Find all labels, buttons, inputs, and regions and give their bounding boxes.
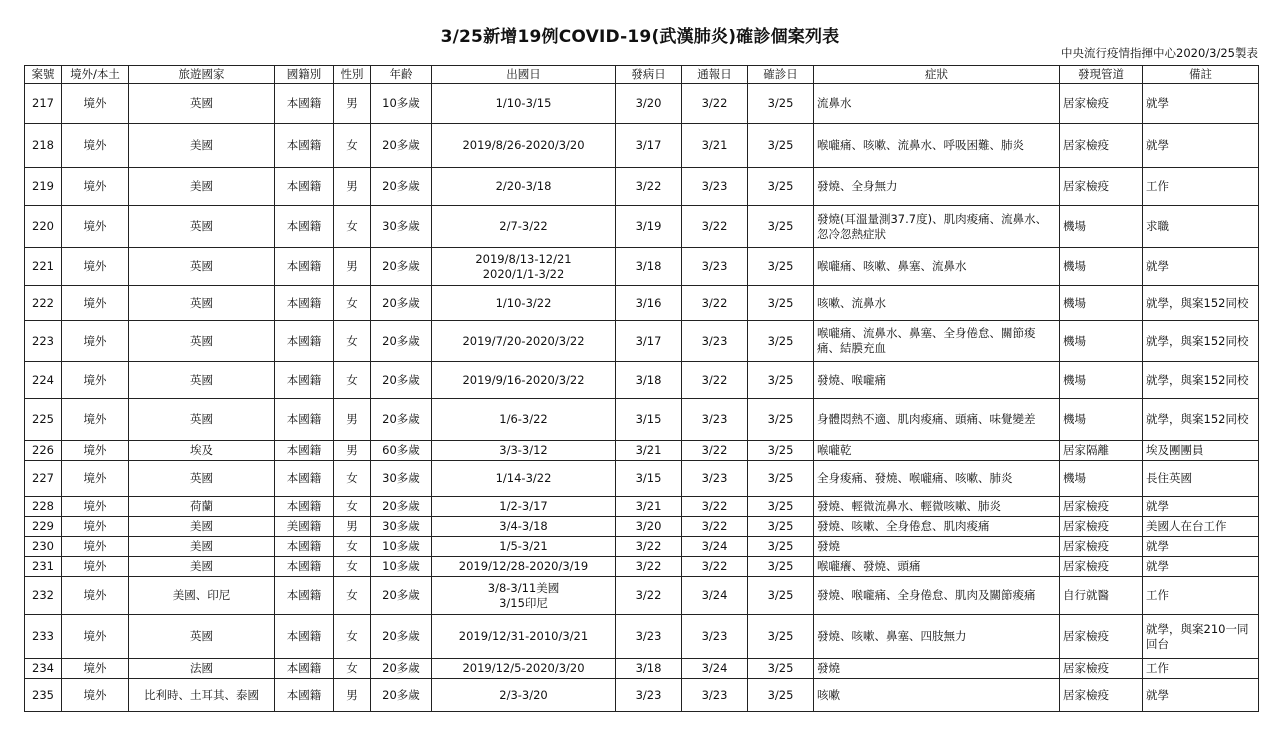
table-row	[25, 679, 1259, 712]
cell-travel-countries: 美國	[129, 537, 275, 557]
cell-import-status: 境外	[62, 679, 129, 712]
cell-detection-channel: 居家檢疫	[1060, 497, 1143, 517]
cell-symptoms: 全身痠痛、發燒、喉嚨痛、咳嗽、肺炎	[814, 461, 1060, 497]
cell-sex: 女	[334, 659, 371, 679]
table-row	[25, 441, 1259, 461]
cell-case-number: 226	[25, 441, 62, 461]
cell-detection-channel: 機場	[1060, 206, 1143, 248]
cell-confirm-date: 3/25	[748, 362, 814, 399]
cell-case-number: 235	[25, 679, 62, 712]
cell-sex: 女	[334, 321, 371, 362]
cell-onset-date: 3/23	[616, 615, 682, 659]
cell-nationality: 本國籍	[275, 321, 334, 362]
table-row	[25, 659, 1259, 679]
cell-report-date: 3/22	[682, 206, 748, 248]
cell-sex: 女	[334, 497, 371, 517]
cell-case-number: 223	[25, 321, 62, 362]
cell-onset-date: 3/22	[616, 168, 682, 206]
cell-departure-dates: 2019/8/26-2020/3/20	[432, 124, 616, 168]
cell-sex: 女	[334, 362, 371, 399]
cell-onset-date: 3/22	[616, 577, 682, 615]
cell-remarks: 就學	[1143, 84, 1259, 124]
cell-departure-dates: 3/3-3/12	[432, 441, 616, 461]
cell-remarks: 就學，與案210一同 回台	[1143, 615, 1259, 659]
cell-import-status: 境外	[62, 497, 129, 517]
cell-travel-countries: 英國	[129, 206, 275, 248]
cell-detection-channel: 自行就醫	[1060, 577, 1143, 615]
cell-sex: 男	[334, 248, 371, 286]
header-confirm-date: 確診日	[748, 66, 814, 84]
cell-travel-countries: 美國	[129, 124, 275, 168]
cell-detection-channel: 居家檢疫	[1060, 168, 1143, 206]
cell-confirm-date: 3/25	[748, 399, 814, 441]
cell-nationality: 本國籍	[275, 615, 334, 659]
cell-onset-date: 3/21	[616, 497, 682, 517]
cell-nationality: 本國籍	[275, 286, 334, 321]
cell-departure-dates: 3/4-3/18	[432, 517, 616, 537]
cell-import-status: 境外	[62, 168, 129, 206]
header-import-status: 境外/本土	[62, 66, 129, 84]
cell-departure-dates: 1/10-3/22	[432, 286, 616, 321]
cell-travel-countries: 美國	[129, 168, 275, 206]
cell-departure-dates: 3/8-3/11美國 3/15印尼	[432, 577, 616, 615]
cell-symptoms: 喉嚨痛、咳嗽、流鼻水、呼吸困難、肺炎	[814, 124, 1060, 168]
cell-travel-countries: 美國、印尼	[129, 577, 275, 615]
cell-onset-date: 3/22	[616, 557, 682, 577]
cell-age: 10多歲	[371, 84, 432, 124]
cell-detection-channel: 居家檢疫	[1060, 84, 1143, 124]
cell-symptoms: 發燒、咳嗽、鼻塞、四肢無力	[814, 615, 1060, 659]
cell-remarks: 就學	[1143, 497, 1259, 517]
cell-remarks: 就學	[1143, 124, 1259, 168]
cell-symptoms: 喉嚨痛、咳嗽、鼻塞、流鼻水	[814, 248, 1060, 286]
header-onset-date: 發病日	[616, 66, 682, 84]
cell-detection-channel: 機場	[1060, 286, 1143, 321]
header-detection-channel: 發現管道	[1060, 66, 1143, 84]
cell-import-status: 境外	[62, 615, 129, 659]
cell-age: 20多歲	[371, 168, 432, 206]
cell-case-number: 218	[25, 124, 62, 168]
cell-confirm-date: 3/25	[748, 615, 814, 659]
cell-report-date: 3/22	[682, 517, 748, 537]
cell-departure-dates: 2/3-3/20	[432, 679, 616, 712]
cell-travel-countries: 英國	[129, 615, 275, 659]
table-row	[25, 362, 1259, 399]
cell-case-number: 229	[25, 517, 62, 537]
cell-age: 20多歲	[371, 286, 432, 321]
cell-symptoms: 喉嚨乾	[814, 441, 1060, 461]
table-row	[25, 399, 1259, 441]
cell-travel-countries: 英國	[129, 461, 275, 497]
cell-departure-dates: 1/14-3/22	[432, 461, 616, 497]
cell-onset-date: 3/17	[616, 321, 682, 362]
cell-symptoms: 發燒	[814, 659, 1060, 679]
cell-detection-channel: 居家檢疫	[1060, 659, 1143, 679]
cell-remarks: 就學	[1143, 557, 1259, 577]
cell-onset-date: 3/23	[616, 679, 682, 712]
cell-detection-channel: 機場	[1060, 362, 1143, 399]
cell-travel-countries: 英國	[129, 399, 275, 441]
cell-age: 20多歲	[371, 679, 432, 712]
cell-departure-dates: 2019/7/20-2020/3/22	[432, 321, 616, 362]
cell-detection-channel: 居家檢疫	[1060, 679, 1143, 712]
cell-travel-countries: 英國	[129, 84, 275, 124]
cell-sex: 男	[334, 441, 371, 461]
cell-onset-date: 3/16	[616, 286, 682, 321]
cell-case-number: 225	[25, 399, 62, 441]
header-age: 年齡	[371, 66, 432, 84]
cell-sex: 女	[334, 577, 371, 615]
cell-onset-date: 3/19	[616, 206, 682, 248]
cell-nationality: 本國籍	[275, 168, 334, 206]
cell-onset-date: 3/21	[616, 441, 682, 461]
cell-case-number: 231	[25, 557, 62, 577]
cell-nationality: 本國籍	[275, 399, 334, 441]
cell-departure-dates: 1/10-3/15	[432, 84, 616, 124]
cell-remarks: 美國人在台工作	[1143, 517, 1259, 537]
cell-nationality: 本國籍	[275, 206, 334, 248]
cell-import-status: 境外	[62, 659, 129, 679]
cell-import-status: 境外	[62, 206, 129, 248]
cell-remarks: 就學，與案152同校	[1143, 399, 1259, 441]
cell-departure-dates: 1/2-3/17	[432, 497, 616, 517]
table-row	[25, 557, 1259, 577]
cell-travel-countries: 法國	[129, 659, 275, 679]
cell-remarks: 工作	[1143, 577, 1259, 615]
cell-symptoms: 發燒(耳溫量測37.7度)、肌肉痠痛、流鼻水、 忽冷忽熱症狀	[814, 206, 1060, 248]
cell-confirm-date: 3/25	[748, 537, 814, 557]
cell-detection-channel: 居家檢疫	[1060, 537, 1143, 557]
cell-travel-countries: 比利時、土耳其、泰國	[129, 679, 275, 712]
cell-remarks: 就學	[1143, 248, 1259, 286]
cell-report-date: 3/23	[682, 461, 748, 497]
header-symptoms: 症狀	[814, 66, 1060, 84]
cell-sex: 男	[334, 168, 371, 206]
cell-travel-countries: 英國	[129, 286, 275, 321]
cell-confirm-date: 3/25	[748, 124, 814, 168]
cell-age: 20多歲	[371, 321, 432, 362]
cell-departure-dates: 2/7-3/22	[432, 206, 616, 248]
cell-onset-date: 3/18	[616, 362, 682, 399]
table-body	[25, 84, 1259, 712]
cell-confirm-date: 3/25	[748, 441, 814, 461]
cell-age: 20多歲	[371, 497, 432, 517]
cell-import-status: 境外	[62, 537, 129, 557]
cell-case-number: 227	[25, 461, 62, 497]
cell-symptoms: 發燒、全身無力	[814, 168, 1060, 206]
cell-onset-date: 3/18	[616, 659, 682, 679]
table-row	[25, 124, 1259, 168]
cell-import-status: 境外	[62, 441, 129, 461]
cell-nationality: 本國籍	[275, 461, 334, 497]
cell-detection-channel: 居家檢疫	[1060, 615, 1143, 659]
cell-nationality: 本國籍	[275, 497, 334, 517]
cell-travel-countries: 英國	[129, 321, 275, 362]
table-row	[25, 517, 1259, 537]
issuer-credit: 中央流行疫情指揮中心2020/3/25製表	[1061, 46, 1258, 60]
cell-remarks: 求職	[1143, 206, 1259, 248]
cell-nationality: 本國籍	[275, 557, 334, 577]
cell-nationality: 美國籍	[275, 517, 334, 537]
cell-confirm-date: 3/25	[748, 497, 814, 517]
cell-report-date: 3/22	[682, 441, 748, 461]
cell-case-number: 233	[25, 615, 62, 659]
cell-travel-countries: 美國	[129, 557, 275, 577]
cell-age: 10多歲	[371, 557, 432, 577]
cell-onset-date: 3/20	[616, 84, 682, 124]
cell-sex: 男	[334, 84, 371, 124]
cell-report-date: 3/23	[682, 168, 748, 206]
cell-travel-countries: 荷蘭	[129, 497, 275, 517]
table-row	[25, 321, 1259, 362]
cell-symptoms: 發燒、喉嚨痛	[814, 362, 1060, 399]
cell-sex: 女	[334, 557, 371, 577]
cell-report-date: 3/23	[682, 399, 748, 441]
cell-symptoms: 流鼻水	[814, 84, 1060, 124]
cell-case-number: 228	[25, 497, 62, 517]
cell-import-status: 境外	[62, 124, 129, 168]
cell-detection-channel: 居家檢疫	[1060, 124, 1143, 168]
table-row	[25, 461, 1259, 497]
cell-age: 20多歲	[371, 577, 432, 615]
cell-nationality: 本國籍	[275, 362, 334, 399]
cell-detection-channel: 機場	[1060, 248, 1143, 286]
header-remarks: 備註	[1143, 66, 1259, 84]
cell-report-date: 3/23	[682, 248, 748, 286]
cell-confirm-date: 3/25	[748, 248, 814, 286]
cell-sex: 女	[334, 286, 371, 321]
cell-symptoms: 發燒、輕微流鼻水、輕微咳嗽、肺炎	[814, 497, 1060, 517]
cell-travel-countries: 英國	[129, 362, 275, 399]
table-row	[25, 84, 1259, 124]
cell-case-number: 232	[25, 577, 62, 615]
cell-case-number: 230	[25, 537, 62, 557]
cell-sex: 男	[334, 517, 371, 537]
cell-import-status: 境外	[62, 286, 129, 321]
cell-case-number: 224	[25, 362, 62, 399]
table-row	[25, 248, 1259, 286]
cell-import-status: 境外	[62, 577, 129, 615]
cell-travel-countries: 埃及	[129, 441, 275, 461]
table-row	[25, 206, 1259, 248]
cell-confirm-date: 3/25	[748, 461, 814, 497]
cell-departure-dates: 1/5-3/21	[432, 537, 616, 557]
cell-age: 20多歲	[371, 362, 432, 399]
table-row	[25, 497, 1259, 517]
table-row	[25, 168, 1259, 206]
cell-remarks: 埃及團團員	[1143, 441, 1259, 461]
header-departure-dates: 出國日	[432, 66, 616, 84]
cell-nationality: 本國籍	[275, 537, 334, 557]
cell-symptoms: 發燒、喉嚨痛、全身倦怠、肌肉及關節痠痛	[814, 577, 1060, 615]
cell-report-date: 3/24	[682, 659, 748, 679]
cell-report-date: 3/22	[682, 557, 748, 577]
cell-departure-dates: 2/20-3/18	[432, 168, 616, 206]
cell-remarks: 就學	[1143, 679, 1259, 712]
cell-symptoms: 發燒、咳嗽、全身倦怠、肌肉痠痛	[814, 517, 1060, 537]
cell-report-date: 3/22	[682, 286, 748, 321]
cell-nationality: 本國籍	[275, 679, 334, 712]
cell-travel-countries: 美國	[129, 517, 275, 537]
cell-remarks: 就學，與案152同校	[1143, 286, 1259, 321]
cell-confirm-date: 3/25	[748, 286, 814, 321]
cell-onset-date: 3/15	[616, 399, 682, 441]
cell-symptoms: 咳嗽	[814, 679, 1060, 712]
cell-import-status: 境外	[62, 557, 129, 577]
cell-onset-date: 3/20	[616, 517, 682, 537]
cell-detection-channel: 機場	[1060, 461, 1143, 497]
cell-report-date: 3/24	[682, 577, 748, 615]
header-nationality: 國籍別	[275, 66, 334, 84]
cell-report-date: 3/22	[682, 84, 748, 124]
cell-age: 20多歲	[371, 659, 432, 679]
cell-onset-date: 3/22	[616, 537, 682, 557]
cell-case-number: 222	[25, 286, 62, 321]
case-table	[24, 65, 1259, 712]
cell-sex: 女	[334, 206, 371, 248]
header-case-number: 案號	[25, 66, 62, 84]
cell-import-status: 境外	[62, 248, 129, 286]
cell-age: 30多歲	[371, 206, 432, 248]
cell-case-number: 221	[25, 248, 62, 286]
cell-report-date: 3/22	[682, 497, 748, 517]
cell-nationality: 本國籍	[275, 248, 334, 286]
cell-confirm-date: 3/25	[748, 659, 814, 679]
cell-sex: 女	[334, 461, 371, 497]
table-row	[25, 577, 1259, 615]
cell-symptoms: 喉嚨痛、流鼻水、鼻塞、全身倦怠、關節痠 痛、結膜充血	[814, 321, 1060, 362]
cell-sex: 男	[334, 399, 371, 441]
cell-remarks: 工作	[1143, 659, 1259, 679]
table-row	[25, 537, 1259, 557]
cell-remarks: 就學，與案152同校	[1143, 362, 1259, 399]
cell-departure-dates: 2019/12/28-2020/3/19	[432, 557, 616, 577]
cell-report-date: 3/21	[682, 124, 748, 168]
cell-nationality: 本國籍	[275, 441, 334, 461]
cell-age: 20多歲	[371, 124, 432, 168]
cell-onset-date: 3/17	[616, 124, 682, 168]
cell-sex: 女	[334, 124, 371, 168]
cell-departure-dates: 1/6-3/22	[432, 399, 616, 441]
cell-age: 20多歲	[371, 248, 432, 286]
cell-report-date: 3/23	[682, 615, 748, 659]
cell-symptoms: 發燒	[814, 537, 1060, 557]
cell-confirm-date: 3/25	[748, 168, 814, 206]
cell-import-status: 境外	[62, 84, 129, 124]
cell-nationality: 本國籍	[275, 577, 334, 615]
cell-remarks: 就學	[1143, 537, 1259, 557]
page-title: 3/25新增19例COVID-19(武漢肺炎)確診個案列表	[440, 27, 840, 47]
cell-report-date: 3/23	[682, 679, 748, 712]
header-report-date: 通報日	[682, 66, 748, 84]
cell-nationality: 本國籍	[275, 124, 334, 168]
cell-sex: 女	[334, 537, 371, 557]
cell-remarks: 工作	[1143, 168, 1259, 206]
cell-age: 30多歲	[371, 461, 432, 497]
cell-confirm-date: 3/25	[748, 321, 814, 362]
cell-symptoms: 咳嗽、流鼻水	[814, 286, 1060, 321]
cell-age: 30多歲	[371, 517, 432, 537]
cell-case-number: 217	[25, 84, 62, 124]
cell-case-number: 234	[25, 659, 62, 679]
cell-confirm-date: 3/25	[748, 517, 814, 537]
cell-import-status: 境外	[62, 321, 129, 362]
cell-departure-dates: 2019/9/16-2020/3/22	[432, 362, 616, 399]
cell-sex: 女	[334, 615, 371, 659]
table-row	[25, 286, 1259, 321]
table-row	[25, 615, 1259, 659]
cell-age: 60多歲	[371, 441, 432, 461]
cell-confirm-date: 3/25	[748, 206, 814, 248]
cell-confirm-date: 3/25	[748, 679, 814, 712]
cell-departure-dates: 2019/12/31-2010/3/21	[432, 615, 616, 659]
cell-symptoms: 身體悶熱不適、肌肉痠痛、頭痛、味覺變差	[814, 399, 1060, 441]
cell-confirm-date: 3/25	[748, 577, 814, 615]
cell-report-date: 3/22	[682, 362, 748, 399]
cell-age: 10多歲	[371, 537, 432, 557]
cell-confirm-date: 3/25	[748, 557, 814, 577]
cell-detection-channel: 居家檢疫	[1060, 517, 1143, 537]
cell-detection-channel: 機場	[1060, 321, 1143, 362]
cell-import-status: 境外	[62, 517, 129, 537]
cell-sex: 男	[334, 679, 371, 712]
cell-report-date: 3/23	[682, 321, 748, 362]
cell-confirm-date: 3/25	[748, 84, 814, 124]
cell-age: 20多歲	[371, 615, 432, 659]
cell-nationality: 本國籍	[275, 84, 334, 124]
cell-remarks: 長住英國	[1143, 461, 1259, 497]
cell-departure-dates: 2019/12/5-2020/3/20	[432, 659, 616, 679]
cell-age: 20多歲	[371, 399, 432, 441]
cell-symptoms: 喉嚨癢、發燒、頭痛	[814, 557, 1060, 577]
header-travel-countries: 旅遊國家	[129, 66, 275, 84]
cell-travel-countries: 英國	[129, 248, 275, 286]
cell-import-status: 境外	[62, 399, 129, 441]
cell-nationality: 本國籍	[275, 659, 334, 679]
cell-onset-date: 3/18	[616, 248, 682, 286]
cell-detection-channel: 機場	[1060, 399, 1143, 441]
cell-report-date: 3/24	[682, 537, 748, 557]
cell-onset-date: 3/15	[616, 461, 682, 497]
cell-detection-channel: 居家檢疫	[1060, 557, 1143, 577]
cell-case-number: 219	[25, 168, 62, 206]
cell-import-status: 境外	[62, 461, 129, 497]
cell-import-status: 境外	[62, 362, 129, 399]
cell-detection-channel: 居家隔離	[1060, 441, 1143, 461]
cell-departure-dates: 2019/8/13-12/21 2020/1/1-3/22	[432, 248, 616, 286]
header-row	[25, 66, 1259, 84]
cell-remarks: 就學，與案152同校	[1143, 321, 1259, 362]
cell-case-number: 220	[25, 206, 62, 248]
header-sex: 性別	[334, 66, 371, 84]
